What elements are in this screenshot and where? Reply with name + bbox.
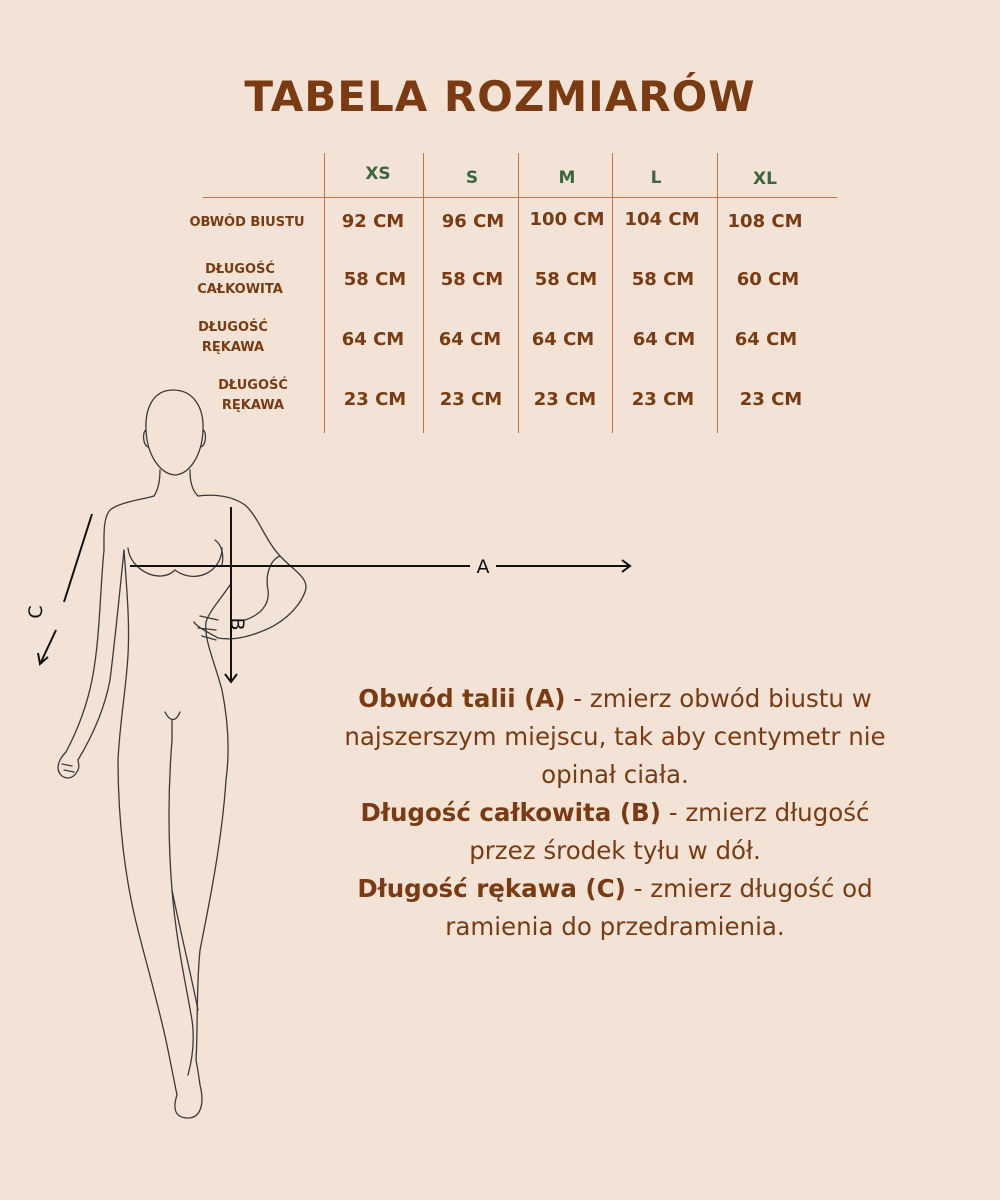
instruction-text: - zmierz obwód biustu w (565, 684, 872, 713)
table-cell: 58 CM (534, 269, 598, 290)
table-cell: 23 CM (533, 389, 597, 410)
measure-label-c: C (25, 605, 47, 619)
table-divider (717, 153, 718, 433)
measure-line-c-arrow (41, 630, 56, 662)
instruction-text: - zmierz długość (660, 798, 870, 827)
table-cell: 58 CM (440, 269, 504, 290)
measurement-instructions (295, 680, 935, 946)
page-title: TABELA ROZMIARÓW (244, 72, 756, 121)
size-header-xs: XS (365, 164, 391, 184)
table-cell: 58 CM (343, 269, 407, 290)
instruction-text: - zmierz długość od (625, 874, 873, 903)
table-cell: 23 CM (439, 389, 503, 410)
table-cell: 58 CM (631, 269, 695, 290)
table-cell: 108 CM (727, 211, 803, 232)
row-label-bust (172, 213, 322, 233)
instruction-text: przez środek tyłu w dół. (469, 836, 761, 865)
instruction-term: Obwód talii (A) (358, 684, 566, 713)
table-cell: 64 CM (632, 329, 696, 350)
table-header-divider (203, 197, 837, 198)
measure-line-c (64, 514, 92, 602)
table-cell: 23 CM (343, 389, 407, 410)
table-cell: 60 CM (736, 269, 800, 290)
table-cell: 92 CM (341, 211, 405, 232)
instruction-c (295, 870, 935, 946)
row-label-line: DŁUGOŚĆ (198, 320, 268, 335)
table-cell: 100 CM (529, 209, 605, 230)
table-cell: 104 CM (624, 209, 700, 230)
row-label-sleeve-length (158, 318, 308, 358)
size-header-m: M (558, 168, 576, 188)
body-outline (58, 390, 306, 1118)
row-label-line: RĘKAWA (221, 398, 285, 413)
table-cell: 96 CM (441, 211, 505, 232)
table-cell: 23 CM (631, 389, 695, 410)
table-cell: 64 CM (734, 329, 798, 350)
instruction-text: ramienia do przedramienia. (445, 912, 785, 941)
row-label-line: DŁUGOŚĆ (218, 378, 288, 393)
size-header-l: L (650, 168, 662, 188)
row-label-line: DŁUGOŚĆ (205, 262, 275, 277)
size-header-xl: XL (753, 169, 777, 189)
measure-label-a: A (476, 556, 490, 578)
table-cell: 64 CM (531, 329, 595, 350)
table-cell: 64 CM (438, 329, 502, 350)
instruction-text: najszerszym miejscu, tak aby centymetr nie (344, 722, 886, 751)
row-label-line: OBWÓD BIUSTU (189, 215, 305, 230)
instruction-a (295, 680, 935, 794)
table-cell: 23 CM (739, 389, 803, 410)
row-label-line: RĘKAWA (201, 340, 265, 355)
instruction-term: Długość całkowita (B) (360, 798, 661, 827)
row-label-total-length (165, 260, 315, 300)
instruction-b (295, 794, 935, 870)
table-cell: 64 CM (341, 329, 405, 350)
instruction-term: Długość rękawa (C) (357, 874, 626, 903)
instruction-text: opinał ciała. (541, 760, 689, 789)
row-label-line: CAŁKOWITA (197, 282, 283, 297)
measure-label-b: B (226, 617, 248, 631)
size-header-s: S (465, 168, 479, 188)
